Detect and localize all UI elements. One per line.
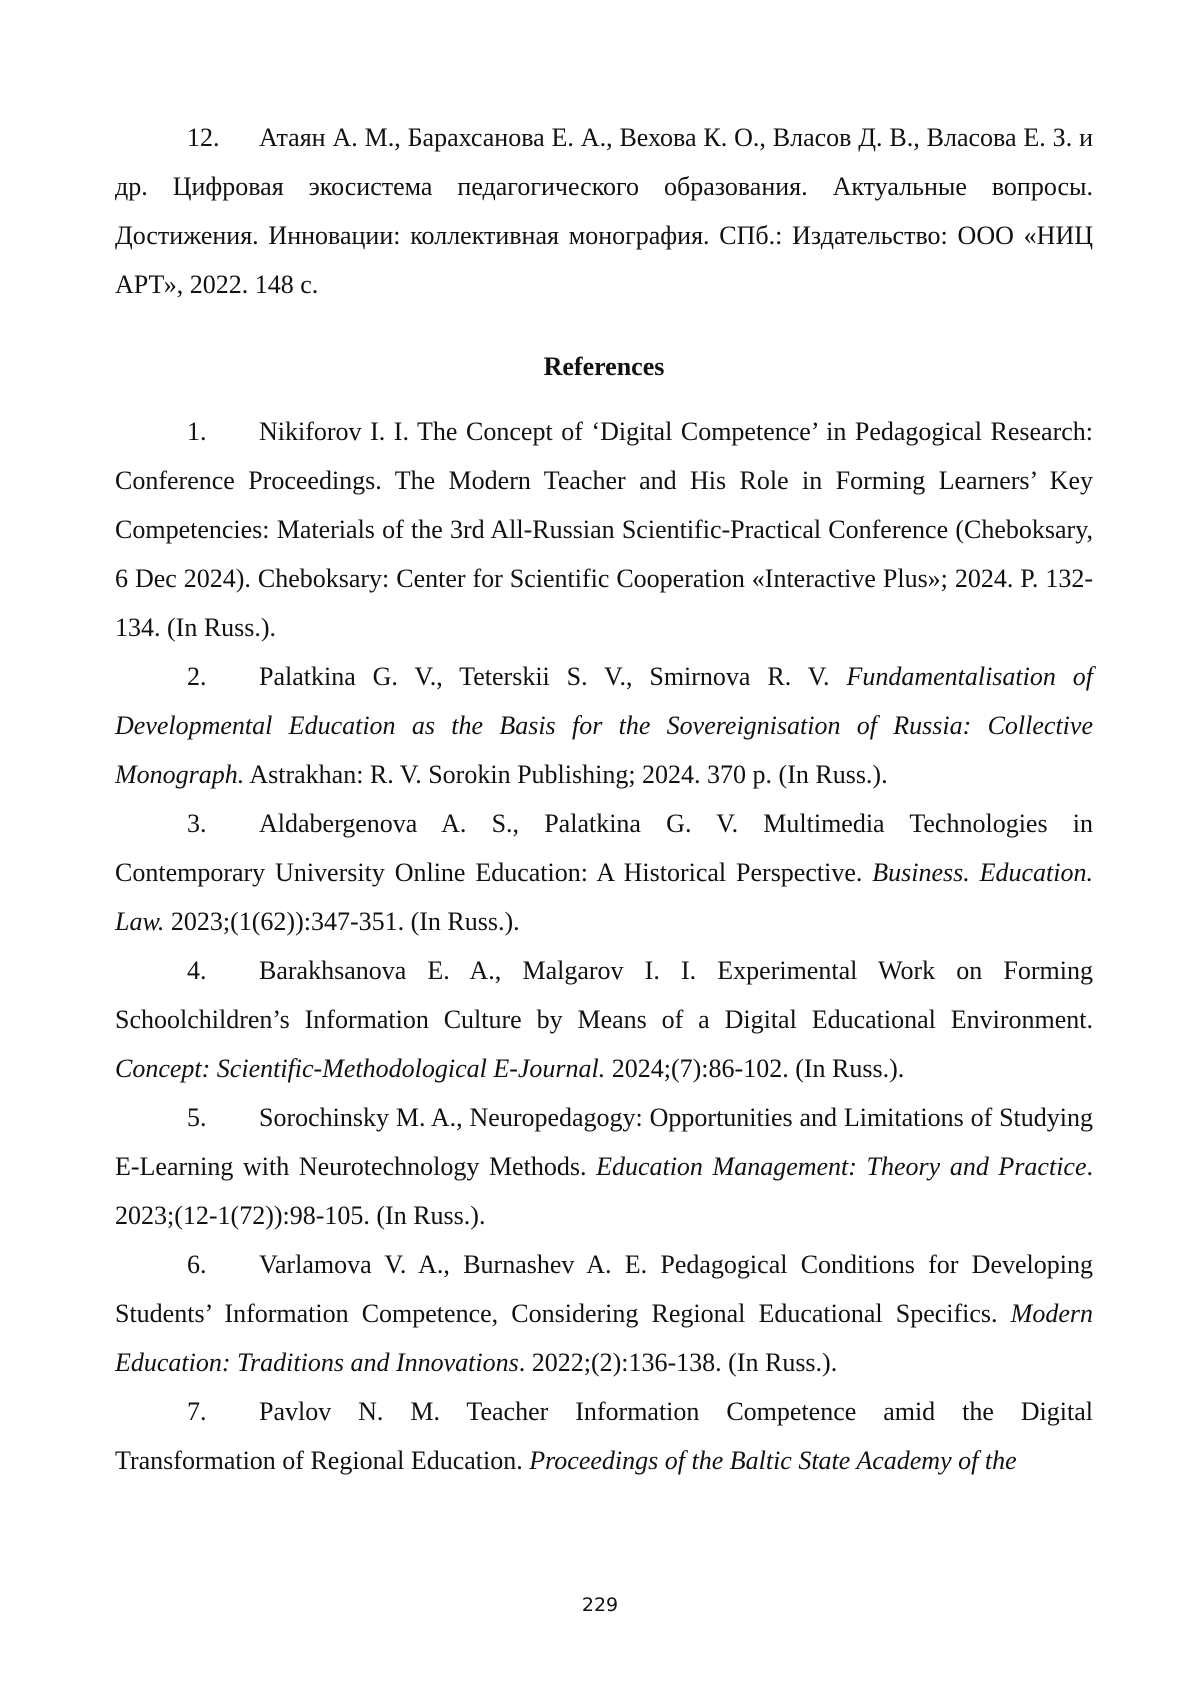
entry-lead-text: Varlamova V. A., Burnashev A. E. Pedagogical Conditions for Developing Students’ Information Competence, Considering Regional Educational Specifics. [115, 1250, 1093, 1328]
entry-lead-text: Sorochinsky M. A., Neuropedagogy: Opportunities and Limitations of Studying E-Learning with Neurotechnology Methods. [115, 1103, 1093, 1181]
reference-entry-5 [115, 1093, 1093, 1240]
entry-lead-text: Barakhsanova E. A., Malgarov I. I. Experimental Work on Forming Schoolchildren’s Information Culture by Means of a Digital Educational Environment. [115, 956, 1093, 1034]
entry-number: 12. [187, 123, 220, 152]
entry-tail-text: Astrakhan: R. V. Sorokin Publishing; 2024. 370 p. (In Russ.). [244, 760, 888, 789]
entry-number: 6. [187, 1250, 207, 1279]
reference-entry-3 [115, 799, 1093, 946]
entry-number: 5. [187, 1103, 207, 1132]
entry-lead-text: Aldabergenova A. S., Palatkina G. V. Multimedia Technologies in Contemporary University Online Education: A Historical Perspective. [115, 809, 1093, 887]
reference-entry-12 [115, 113, 1093, 309]
entry-tail-text: 2023;(1(62)):347-351. (In Russ.). [164, 907, 520, 936]
entry-italic-title: Business. Education. Law. [115, 858, 1093, 936]
entry-lead-text: Pavlov N. M. Teacher Information Competence amid the Digital Transformation of Regional Education. [115, 1397, 1093, 1475]
reference-entry-6 [115, 1240, 1093, 1387]
reference-entry-4 [115, 946, 1093, 1093]
entry-number: 4. [187, 956, 207, 985]
entry-tail-text: . 2022;(2):136-138. (In Russ.). [518, 1348, 838, 1377]
entry-text: Атаян А. М., Барахсанова Е. А., Вехова К. О., Власов Д. В., Власова Е. З. и др. Цифровая экосистема педагогического образования. Актуальные вопросы. Достижения. Инновации: коллективная монография. СПб.: Издательство: ООО «НИЦ АРТ», 2022. 148 с. [115, 123, 1093, 299]
entry-italic-title: Proceedings of the Baltic State Academy of the [529, 1446, 1017, 1475]
entry-italic-title: Fundamentalisation of Developmental Education as the Basis for the Sovereignisation of Russia: Collective Monograph. [115, 662, 1093, 789]
entry-italic-title: Education Management: Theory and Practice [596, 1152, 1087, 1181]
entry-lead-text: Nikiforov I. I. The Concept of ‘Digital Competence’ in Pedagogical Research: Conference Proceedings. The Modern Teacher and His Role in Forming Learners’ Key Competencies: Materials of the 3rd All-Russian Scientific-Practical Conference (Cheboksary, 6 Dec 2024). Cheboksary: Center for Scientific Cooperation «Interactive Plus»; 2024. P. 132-134. (In Russ.). [115, 417, 1093, 642]
reference-entry-1 [115, 407, 1093, 652]
entry-lead-text: Palatkina G. V., Teterskii S. V., Smirnova R. V. [259, 662, 847, 691]
page-number: 229 [581, 1594, 619, 1616]
reference-entry-7 [115, 1387, 1093, 1485]
entry-tail-text: 2024;(7):86-102. (In Russ.). [605, 1054, 905, 1083]
entry-tail-text: . 2023;(12-1(72)):98-105. (In Russ.). [115, 1152, 1093, 1230]
page-body [115, 113, 1093, 1485]
entry-number: 1. [187, 417, 207, 446]
entry-italic-title: Concept: Scientific-Methodological E-Journal. [115, 1054, 606, 1083]
entry-number: 3. [187, 809, 207, 838]
reference-entry-2 [115, 652, 1093, 799]
references-heading: References [543, 352, 665, 381]
entry-number: 7. [187, 1397, 207, 1426]
entry-number: 2. [187, 662, 207, 691]
entry-italic-title: Modern Education: Traditions and Innovations [115, 1299, 1093, 1377]
